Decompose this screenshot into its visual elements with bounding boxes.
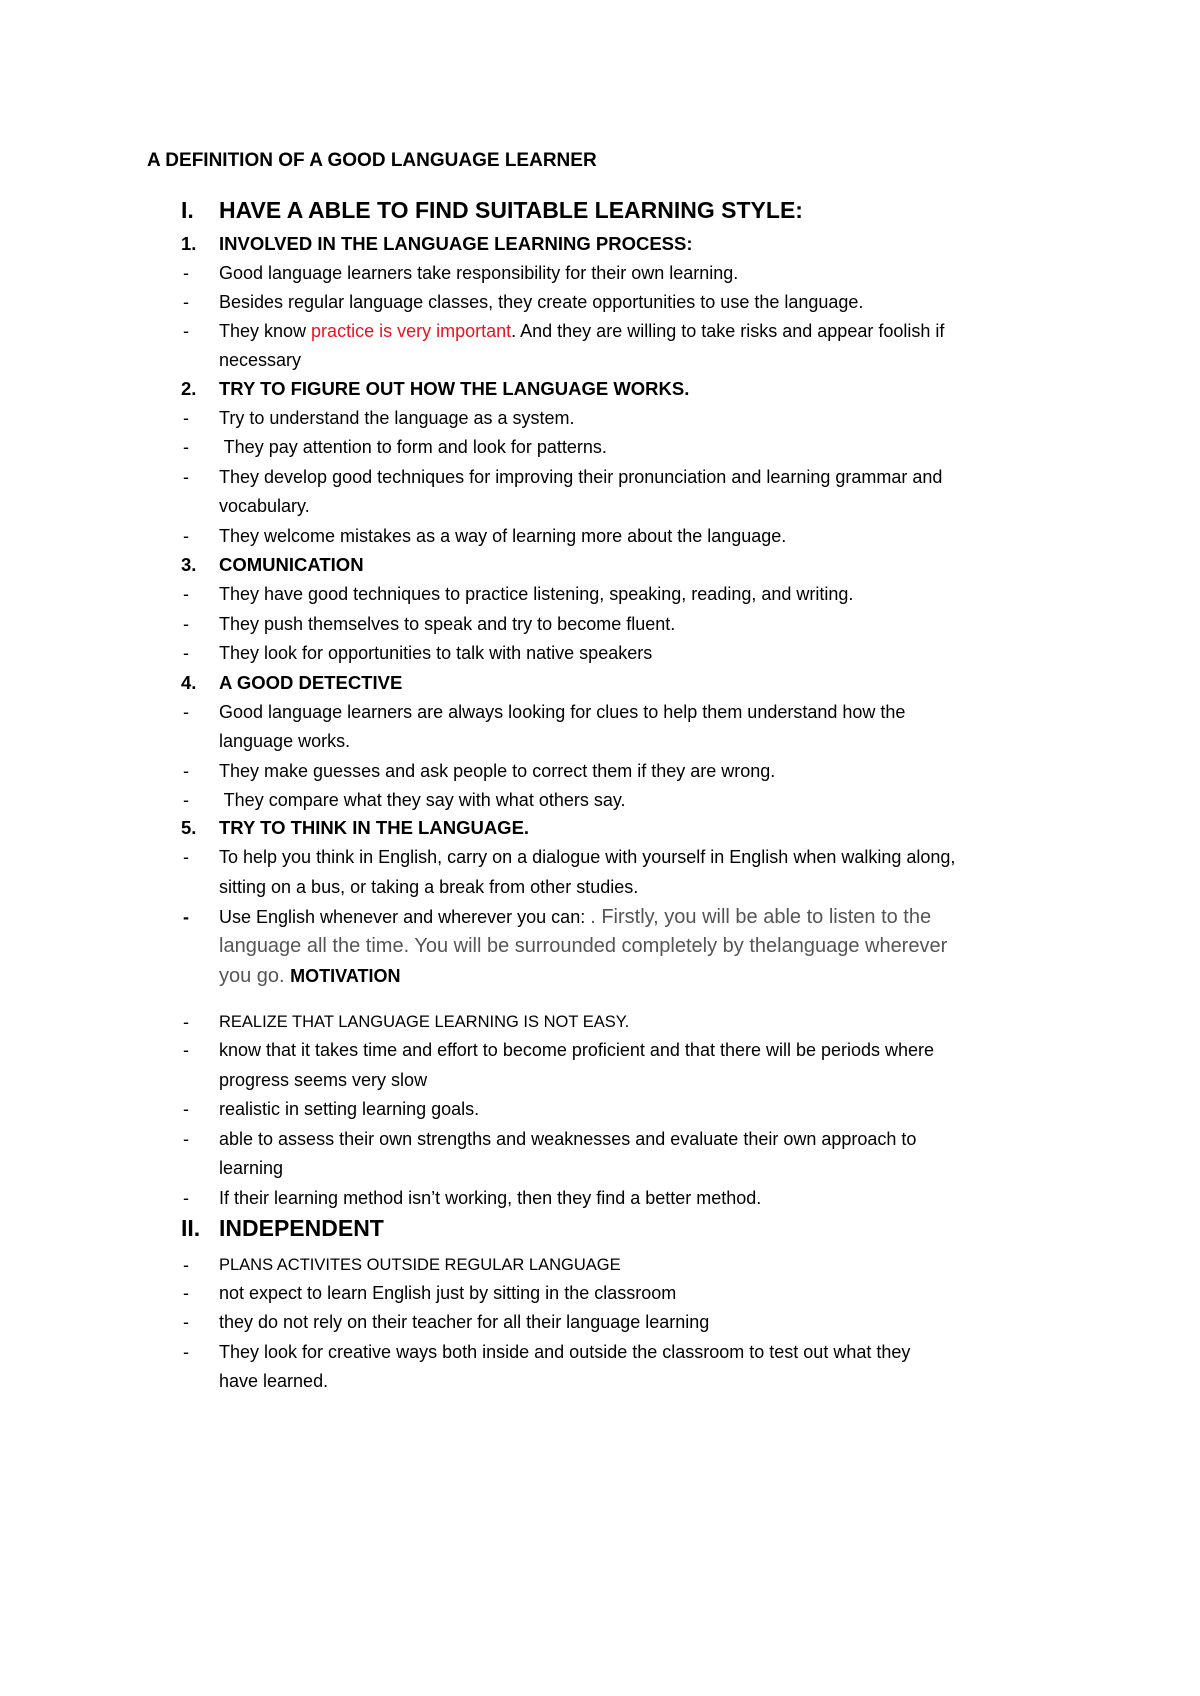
list-item-text: Besides regular language classes, they create opportunities to use the language. [219,292,864,312]
dash-marker: - [183,847,189,867]
dash-marker: - [183,526,189,546]
list-item-text: They have good techniques to practice listening, speaking, reading, and writing. [219,584,854,604]
list-item-text: They compare what they say with what others say. [219,790,626,810]
text-run: They know [219,321,312,341]
grey-text: . Firstly, you will be able to listen to the [590,906,932,928]
list-item-text: They develop good techniques for improving their pronunciation and learning grammar and [219,467,943,487]
list-item-text: PLANS ACTIVITES OUTSIDE REGULAR LANGUAGE [219,1256,621,1274]
highlighted-text: practice is very important [311,321,512,341]
list-item-text: They pay attention to form and look for patterns. [219,437,607,457]
dash-marker: - [183,437,189,457]
list-item-text: To help you think in English, carry on a dialogue with yourself in English when walking along, [219,847,956,867]
document-title: A DEFINITION OF A GOOD LANGUAGE LEARNER [147,150,597,171]
dash-marker: - [183,1129,189,1149]
list-item-text [219,317,1064,347]
list-item-text: If their learning method isn’t working, then they find a better method. [219,1188,762,1208]
subsection-2-heading [181,378,689,400]
subsection-1-heading [181,233,693,255]
section-2-number: II. [181,1215,201,1241]
list-item-text: language works. [219,731,351,751]
list-item-text: they do not rely on their teacher for all their language learning [219,1312,710,1332]
dash-marker: - [183,790,189,810]
subsection-5-title: TRY TO THINK IN THE LANGUAGE. [219,817,530,838]
dash-marker: - [183,643,189,663]
list-item-text: have learned. [219,1371,329,1391]
list-item-text: Good language learners are always looking for clues to help them understand how the [219,702,906,722]
text-run: Use English whenever and wherever you can: [219,907,591,927]
list-item-text: sitting on a bus, or taking a break from other studies. [219,877,639,897]
subsection-5-heading [181,817,529,839]
subsection-3-number: 3. [181,554,197,575]
dash-marker: - [183,321,189,341]
list-item-text: able to assess their own strengths and weaknesses and evaluate their own approach to [219,1129,917,1149]
section-2-heading [181,1215,384,1242]
grey-text: language all the time. You will be surrounded completely by thelanguage wherever [219,935,948,957]
list-item-text: They look for creative ways both inside and outside the classroom to test out what they [219,1342,911,1362]
subsection-1-title: INVOLVED IN THE LANGUAGE LEARNING PROCESS: [219,233,693,254]
dash-marker: - [183,614,189,634]
list-item-text: not expect to learn English just by sitting in the classroom [219,1283,677,1303]
dash-marker: - [183,1040,189,1060]
subsection-1-number: 1. [181,233,197,254]
list-item-text: They make guesses and ask people to correct them if they are wrong. [219,761,776,781]
section-1-heading [181,197,803,224]
dash-marker: - [183,1099,189,1119]
subsection-4-number: 4. [181,672,197,693]
section-1-title: HAVE A ABLE TO FIND SUITABLE LEARNING STYLE: [219,197,803,223]
list-item-text: realistic in setting learning goals. [219,1099,480,1119]
text-run: . And they are willing to take risks and appear foolish if [511,321,945,341]
motivation-heading: MOTIVATION [290,966,401,986]
subsection-4-title: A GOOD DETECTIVE [219,672,403,693]
subsection-2-number: 2. [181,378,197,399]
dash-marker: - [183,1312,189,1332]
list-item-text: They push themselves to speak and try to become fluent. [219,614,676,634]
dash-marker: - [183,467,189,487]
dash-marker: - [183,1342,189,1362]
dash-marker: - [183,1255,189,1275]
dash-marker: - [183,907,189,927]
subsection-5-number: 5. [181,817,197,838]
section-2-title: INDEPENDENT [219,1215,384,1241]
subsection-3-heading [181,554,364,576]
subsection-4-heading [181,672,402,694]
list-item-text: progress seems very slow [219,1070,428,1090]
dash-marker: - [183,292,189,312]
list-item-text: know that it takes time and effort to become proficient and that there will be periods where [219,1040,935,1060]
list-item-text: learning [219,1158,284,1178]
section-1-number: I. [181,197,194,223]
dash-marker: - [183,408,189,428]
dash-marker: - [183,263,189,283]
dash-marker: - [183,1012,189,1032]
list-item-text: REALIZE THAT LANGUAGE LEARNING IS NOT EASY. [219,1013,630,1031]
list-item-text: They welcome mistakes as a way of learning more about the language. [219,526,787,546]
list-item-text: Good language learners take responsibility for their own learning. [219,263,739,283]
list-item-text [219,962,1064,992]
dash-marker: - [183,761,189,781]
subsection-2-title: TRY TO FIGURE OUT HOW THE LANGUAGE WORKS. [219,378,690,399]
grey-text: you go. [219,965,291,987]
list-item-text: necessary [219,350,302,370]
dash-marker: - [183,1188,189,1208]
list-item-text: They look for opportunities to talk with native speakers [219,643,653,663]
list-item-text: vocabulary. [219,496,310,516]
list-item-text [219,903,1064,933]
list-item-text: Try to understand the language as a system. [219,408,575,428]
dash-marker: - [183,1283,189,1303]
dash-marker: - [183,702,189,722]
subsection-3-title: COMUNICATION [219,554,364,575]
dash-marker: - [183,584,189,604]
